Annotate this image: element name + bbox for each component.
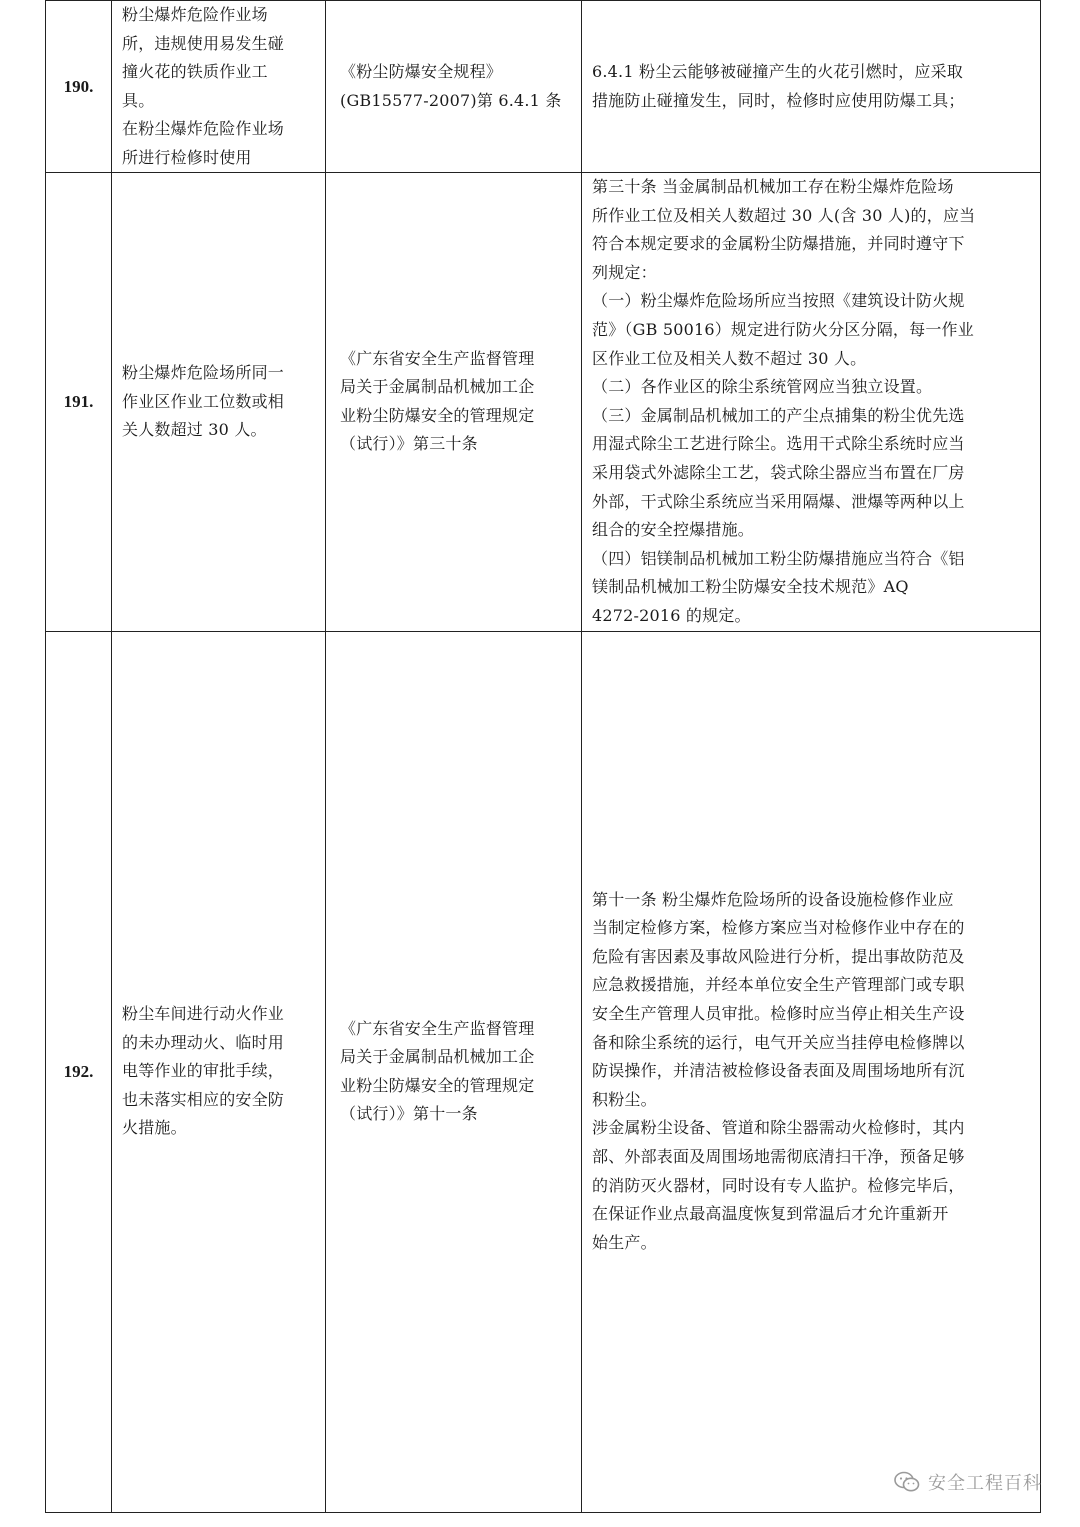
clause-text: 第十一条 粉尘爆炸危险场所的设备设施检修作业应 当制定检修方案，检修方案应当对检修作业中存在的 危险有害因素及事故风险进行分析，提出事故防范及 应急救援措施，并经本单位安全生产管理部门或专职 安全生产管理人员审批。检修时应当停止相关生产设 备和除尘系统的运行，电气开关应当挂停电检修牌以 防误操作，并清洁被检修设备表面及周围场地所有沉 积粉尘。 涉金属粉尘设备、管道和除尘器需动火检修时，其内 部、外部表面及周围场地需彻底清扫干净，预备足够 的消防灭火器材，同时设有专人监护。检修完毕后， 在保证作业点最高温度恢复到常温后才允许重新开 始生产。 (592, 889, 965, 1252)
regulation-table (45, 0, 1041, 1513)
watermark-text: 安全工程百科 (928, 1473, 1042, 1494)
basis-text: 《粉尘防爆安全规程》 (GB15577-2007)第 6.4.1 条 (340, 62, 562, 110)
row-number: 191. (46, 173, 112, 632)
basis-text: 《广东省安全生产监督管理 局关于金属制品机械加工企 业粉尘防爆安全的管理规定 （试行）》第三十条 (340, 348, 535, 454)
table-row (46, 631, 1041, 1512)
wechat-icon (894, 1471, 920, 1493)
clause-text: 6.4.1 粉尘云能够被碰撞产生的火花引燃时，应采取 措施防止碰撞发生，同时，检修时应使用防爆工具； (592, 61, 965, 110)
issue-text: 粉尘爆炸危险作业场 所，违规使用易发生碰 撞火花的铁质作业工 具。 在粉尘爆炸危险作业场 所进行检修时使用 (122, 5, 285, 167)
row-number: 192. (46, 631, 112, 1512)
issue-text: 粉尘车间进行动火作业 的未办理动火、临时用 电等作业的审批手续， 也未落实相应的安全防 火措施。 (122, 1004, 285, 1138)
watermark (894, 1469, 1042, 1495)
table-row (46, 173, 1041, 632)
clause-text: 第三十条 当金属制品机械加工存在粉尘爆炸危险场 所作业工位及相关人数超过 30 人(含 30 人)的，应当 符合本规定要求的金属粉尘防爆措施，并同时遵守下 列规定： （一）粉尘爆炸危险场所应当按照《建筑设计防火规 范》（GB 50016）规定进行防火分区分隔，每一作业 区作业工位及相关人数不超过 30 人。 （二）各作业区的除尘系统管网应当独立设置。 （三）金属制品机械加工的产尘点捕集的粉尘优先选 用湿式除尘工艺进行除尘。选用干式除尘系统时应当 采用袋式外滤除尘工艺，袋式除尘器应当布置在厂房 外部，干式除尘系统应当采用隔爆、泄爆等两种以上 组合的安全控爆措施。 （四）铝镁制品机械加工粉尘防爆措施应当符合《铝 镁制品机械加工粉尘防爆安全技术规范》AQ 4272-2016 的规定。 (592, 177, 976, 625)
issue-text: 粉尘爆炸危险场所同一 作业区作业工位数或相 关人数超过 30 人。 (122, 363, 285, 439)
table-row (46, 1, 1041, 173)
row-number: 190. (46, 1, 112, 173)
basis-text: 《广东省安全生产监督管理 局关于金属制品机械加工企 业粉尘防爆安全的管理规定 （试行）》第十一条 (340, 1018, 535, 1123)
